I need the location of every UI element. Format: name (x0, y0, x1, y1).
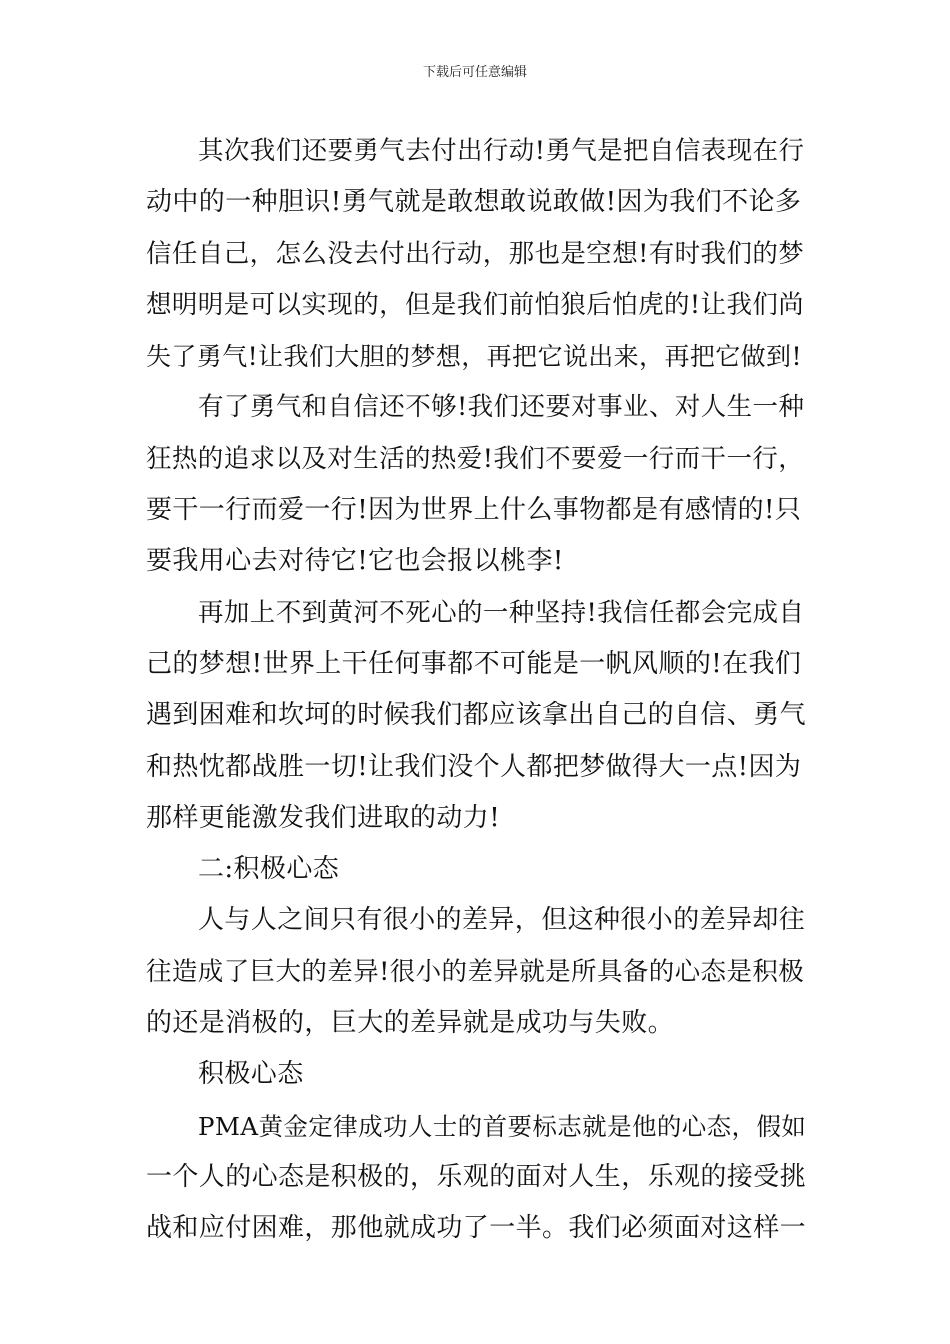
text-line: 的还是消极的，巨大的差异就是成功与失败。 (146, 1008, 675, 1039)
text-line: 遇到困难和坎坷的时候我们都应该拿出自己的自信、勇气 (146, 700, 807, 731)
text-line: 信任自己，怎么没去付出行动，那也是空想!有时我们的梦 (146, 238, 805, 269)
text-line: 那样更能激发我们进取的动力! (146, 802, 501, 833)
text-line: 动中的一种胆识!勇气就是敢想敢说敢做!因为我们不论多 (146, 187, 802, 218)
text-line: 一个人的心态是积极的，乐观的面对人生，乐观的接受挑 (146, 1161, 807, 1192)
text-line: 狂热的追求以及对生活的热爱!我们不要爱一行而干一行， (146, 443, 805, 474)
text-line: 人与人之间只有很小的差异，但这种很小的差异却往 (198, 905, 806, 936)
text-line: 战和应付困难，那他就成功了一半。我们必须面对这样一 (146, 1213, 807, 1244)
text-line: 积极心态 (198, 1059, 304, 1090)
text-line: 想明明是可以实现的，但是我们前怕狼后怕虎的!让我们尚 (146, 289, 805, 320)
text-line: 再加上不到黄河不死心的一种坚持!我信任都会完成自 (198, 597, 805, 628)
text-line: 要干一行而爱一行!因为世界上什么事物都是有感情的!只 (146, 495, 802, 526)
text-line: 二:积极心态 (198, 854, 340, 885)
text-line: 要我用心去对待它!它也会报以桃李! (146, 546, 564, 577)
text-line: 和热忱都战胜一切!让我们没个人都把梦做得大一点!因为 (146, 751, 802, 782)
text-line: 其次我们还要勇气去付出行动!勇气是把自信表现在行 (198, 136, 805, 166)
text-line: 失了勇气!让我们大胆的梦想，再把它说出来，再把它做到! (146, 342, 802, 372)
text-line: PMA黄金定律成功人士的首要标志就是他的心态，假如 (198, 1111, 807, 1141)
text-line: 己的梦想!世界上干任何事都不可能是一帆风顺的!在我们 (146, 648, 802, 679)
text-line: 往造成了巨大的差异!很小的差异就是所具备的心态是积极 (146, 956, 805, 987)
document-body (146, 126, 808, 1255)
page-header-note: 下载后可任意编辑 (422, 65, 527, 80)
text-line: 有了勇气和自信还不够!我们还要对事业、对人生一种 (198, 392, 805, 423)
